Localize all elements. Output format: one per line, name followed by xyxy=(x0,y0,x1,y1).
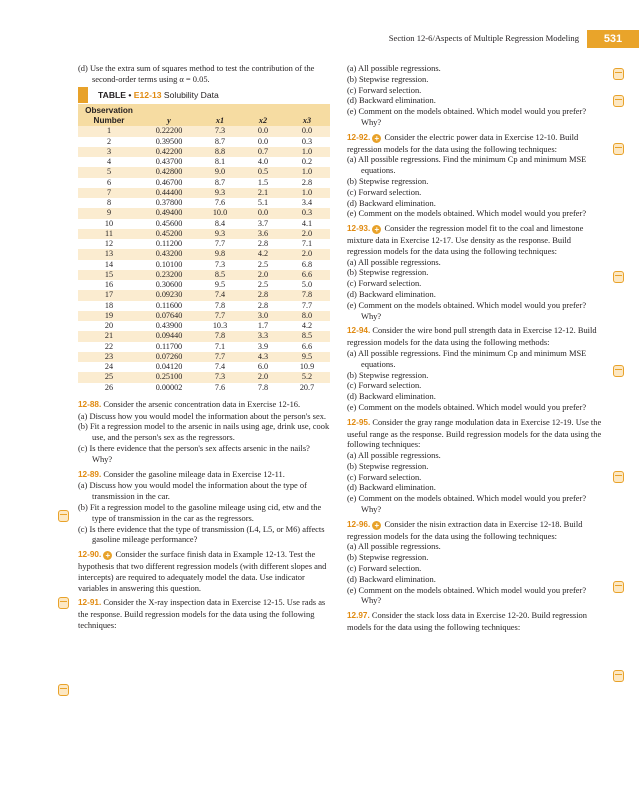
margin-note-icon[interactable] xyxy=(613,365,624,377)
table-caption: TABLE • E12-13 Solubility Data xyxy=(98,90,330,101)
table-cell: 3.0 xyxy=(242,311,284,321)
table-cell: 1.0 xyxy=(284,188,330,198)
table-row xyxy=(78,188,330,198)
table-cell: 0.23200 xyxy=(140,270,198,280)
table-cell: 1.0 xyxy=(284,167,330,177)
table-cell: 10 xyxy=(104,218,114,228)
table-cell: 3.7 xyxy=(257,218,269,228)
table-cell: 0.11700 xyxy=(155,341,183,351)
table-cell: 0.09230 xyxy=(140,290,198,300)
table-cell: 13 xyxy=(78,249,140,259)
table-cell: 0.45600 xyxy=(155,218,183,228)
table-cell: 22 xyxy=(104,341,114,351)
table-cell: 3 xyxy=(78,147,140,157)
table-cell: 8.8 xyxy=(198,147,242,157)
table-cell: 0.42800 xyxy=(140,167,198,177)
table-cell: 0.07260 xyxy=(140,352,198,362)
table-cell: 7.1 xyxy=(214,341,226,351)
table-cell: 6 xyxy=(106,177,112,187)
table-cell: 5.2 xyxy=(284,372,330,382)
table-cell: 6.0 xyxy=(257,362,269,372)
table-row xyxy=(78,137,330,147)
table-cell: 0.43200 xyxy=(140,249,198,259)
table-row xyxy=(78,229,330,239)
table-title: Solubility Data xyxy=(163,89,219,100)
table-cell: 8.4 xyxy=(214,218,226,228)
table-row xyxy=(78,198,330,208)
table-cell: 16 xyxy=(104,280,114,290)
table-cell: 8.1 xyxy=(214,157,226,167)
table-cell: 7.3 xyxy=(214,259,226,269)
table-cell: 10.0 xyxy=(198,208,242,218)
table-cell: 1.7 xyxy=(257,321,269,331)
table-row xyxy=(78,280,330,290)
table-cell: 0.07640 xyxy=(140,311,198,321)
left-column xyxy=(78,63,330,631)
table-cell: 5.0 xyxy=(301,280,313,290)
table-cell: 7.7 xyxy=(301,300,313,310)
table-cell: 0.43700 xyxy=(155,157,183,167)
table-row xyxy=(78,249,330,259)
margin-note-icon[interactable] xyxy=(613,581,624,593)
table-row xyxy=(78,352,330,362)
table-cell: 0.11600 xyxy=(155,300,183,310)
exercise-12-89: 12-89. Consider the gasoline mileage data in Exercise 12-11. (a) Discuss how you would model the information about the type of transmission in the car. (b) Fit a regression model to the gasoline mileage using cid, etw and the type of transmission in the car as the regressors. (c) Is there evidence that the type of transmission (L4, L5, or M6) affects gasoline mileage performance? xyxy=(78,468,325,545)
table-cell: 9.0 xyxy=(198,167,242,177)
margin-note-icon[interactable] xyxy=(58,510,69,522)
table-cell: 1.5 xyxy=(257,177,269,187)
table-cell: 6.6 xyxy=(301,341,313,351)
table-cell: 0.44400 xyxy=(140,188,198,198)
plus-icon: + xyxy=(372,134,381,143)
table-cell: 9.3 xyxy=(198,229,242,239)
table-cell: 0.00002 xyxy=(155,382,183,392)
table-marker xyxy=(78,87,88,103)
table-cell: 0.3 xyxy=(284,208,330,218)
table-cell: 0.3 xyxy=(301,136,313,146)
table-cell: 0.46700 xyxy=(155,177,183,187)
page-number: 531 xyxy=(587,30,639,48)
table-cell: 5.1 xyxy=(257,198,269,208)
table-cell: 7.6 xyxy=(214,198,226,208)
table-cell: 7.1 xyxy=(301,239,313,249)
margin-note-icon[interactable] xyxy=(613,68,624,80)
table-cell: 0.11200 xyxy=(155,239,183,249)
header-y: y xyxy=(140,104,198,126)
table-cell: 8.7 xyxy=(214,136,226,146)
table-cell: 2.0 xyxy=(284,229,330,239)
plus-icon: + xyxy=(372,521,381,530)
table-cell: 0.09440 xyxy=(140,331,198,341)
table-row xyxy=(78,383,330,393)
table-cell: 8.5 xyxy=(284,331,330,341)
margin-note-icon[interactable] xyxy=(613,271,624,283)
table-cell: 11 xyxy=(78,229,140,239)
exercise-12-93: 12-93. + Consider the regression model fit to the coal and limestone mixture data in Exercise 12-17. Use density as the response. Build regression models for the data using the following techniques: (a) All possible regressions. (b) Stepwise regression. (c) Forward selection. (d) Backward elimination. (e) Comment on the models obtained. Which model would you prefer? Why? xyxy=(347,223,587,321)
table-cell: 0.43900 xyxy=(155,321,183,331)
table-cell: 4.0 xyxy=(257,157,269,167)
table-cell: 0.10100 xyxy=(155,259,183,269)
table-cell: 0.30600 xyxy=(155,280,183,290)
table-cell: 2.8 xyxy=(301,177,313,187)
table-cell: 9.3 xyxy=(198,188,242,198)
margin-note-icon[interactable] xyxy=(613,95,624,107)
table-cell: 0.0 xyxy=(242,126,284,136)
table-cell: 7.7 xyxy=(198,352,242,362)
exercise-12-96: 12-96. + Consider the nisin extraction data in Exercise 12-18. Build regression models for the data using the following techniques: (a) All possible regressions. (b) Stepwise regression. (c) Forward selection. (d) Backward elimination. (e) Comment on the models obtained. Which model would you prefer? Why? xyxy=(347,518,587,606)
table-cell: 8.5 xyxy=(198,270,242,280)
table-cell: 0.22200 xyxy=(140,126,198,136)
table-row xyxy=(78,290,330,300)
plus-icon: + xyxy=(372,225,381,234)
table-cell: 0.2 xyxy=(301,157,313,167)
table-cell: 0.39500 xyxy=(155,136,183,146)
table-row xyxy=(78,178,330,188)
table-cell: 2.8 xyxy=(257,239,269,249)
table-cell: 23 xyxy=(78,352,140,362)
exercise-12-94: 12-94. Consider the wire bond pull strength data in Exercise 12-12. Build regression models for the data using the following methods: (a) All possible regressions. Find the minimum Cp and minimum MSE equations. (b) Stepwise regression. (c) Forward selection. (d) Backward elimination. (e) Comment on the models obtained. Which model would you prefer? xyxy=(347,325,597,412)
table-row xyxy=(78,342,330,352)
exercise-12-91: 12-91. Consider the X-ray inspection data in Exercise 12-15. Use rads as the response. Build regression models for the data using the following techniques: xyxy=(78,597,326,631)
table-cell: 8 xyxy=(106,198,112,208)
table-cell: 2.5 xyxy=(257,280,269,290)
table-cell: 4 xyxy=(106,157,112,167)
table-cell: 7.8 xyxy=(284,290,330,300)
margin-note-icon[interactable] xyxy=(58,684,69,696)
table-cell: 0.49400 xyxy=(140,208,198,218)
table-cell: 3.9 xyxy=(257,341,269,351)
table-cell: 3.4 xyxy=(301,198,313,208)
table-cell: 17 xyxy=(78,290,140,300)
table-cell: 3.3 xyxy=(242,331,284,341)
table-cell: 21 xyxy=(78,331,140,341)
margin-note-icon[interactable] xyxy=(613,670,624,682)
exercise-12-90: 12-90. + Consider the surface finish data in Example 12-13. Test the hypothesis that two different regression models (with different slopes and intercepts) are required to adequately model the data. Use indicator variables in answering this question. xyxy=(78,549,327,593)
table-cell: 0.42200 xyxy=(140,147,198,157)
exercise-12-95: 12-95. Consider the gray range modulation data in Exercise 12-19. Use the useful range as the response. Build regression models for the data using the following techniques: (a) All possible regressions. (b) Stepwise regression. (c) Forward selection. (d) Backward elimination. (e) Comment on the models obtained. Which model would you prefer? Why? xyxy=(347,416,602,515)
table-cell: 1.0 xyxy=(284,147,330,157)
exercise-12-92: 12-92. + Consider the electric power data in Exercise 12-10. Build regression models for the data using the following techniques: (a) All possible regressions. Find the minimum Cp and minimum MSE equations. (b) Stepwise regression. (c) Forward selection. (d) Backward elimination. (e) Comment on the models obtained. Which model would you prefer? xyxy=(347,131,587,219)
table-cell: 12 xyxy=(104,239,114,249)
table-id: E12-13 xyxy=(133,89,162,100)
table-cell: 2.0 xyxy=(242,372,284,382)
table-cell: 2.5 xyxy=(257,259,269,269)
table-cell: 0.0 xyxy=(284,126,330,136)
table-cell: 0.37800 xyxy=(155,198,183,208)
table-cell: 10.3 xyxy=(212,321,228,331)
table-cell: 7 xyxy=(78,188,140,198)
table-cell: 8.7 xyxy=(214,177,226,187)
table-cell: 7.8 xyxy=(257,382,269,392)
table-row xyxy=(78,167,330,177)
table-cell: 6.8 xyxy=(301,259,313,269)
table-cell: 2 xyxy=(106,136,112,146)
table-cell: 0.7 xyxy=(242,147,284,157)
table-cell: 15 xyxy=(78,270,140,280)
table-cell: 2.0 xyxy=(242,270,284,280)
table-row xyxy=(78,219,330,229)
table-cell: 8.0 xyxy=(284,311,330,321)
table-cell: 9.5 xyxy=(214,280,226,290)
table-cell: 0.04120 xyxy=(155,362,183,372)
table-cell: 9.5 xyxy=(284,352,330,362)
table-cell: 4.1 xyxy=(301,218,313,228)
table-row xyxy=(78,147,330,157)
table-row xyxy=(78,331,330,341)
table-cell: 24 xyxy=(104,362,114,372)
table-row xyxy=(78,311,330,321)
header-x1: x1 xyxy=(198,104,242,126)
solubility-table xyxy=(78,104,330,393)
table-cell: 26 xyxy=(104,382,114,392)
page-header xyxy=(0,30,639,48)
table-cell: 0.0 xyxy=(242,208,284,218)
table-row xyxy=(78,126,330,136)
table-cell: 1 xyxy=(78,126,140,136)
exercise-12-88: 12-88. Consider the arsenic concentration data in Exercise 12-16. (a) Discuss how you would model the information about the person's sex. (b) Fit a regression model to the arsenic in nails using age, drink use, cook use, and the person's sex as the regressors. (c) Is there evidence that the person's sex affects arsenic in the nails? Why? xyxy=(78,398,330,464)
table-cell: 0.5 xyxy=(242,167,284,177)
table-cell: 4.2 xyxy=(301,321,313,331)
table-cell: 18 xyxy=(104,300,114,310)
table-row xyxy=(78,372,330,382)
table-cell: 7.3 xyxy=(198,126,242,136)
table-cell: 9.8 xyxy=(198,249,242,259)
header-observation: Observation Number xyxy=(78,104,140,126)
header-x2: x2 xyxy=(242,104,284,126)
table-cell: 4.3 xyxy=(242,352,284,362)
table-cell: 10.9 xyxy=(299,362,315,372)
header-x3: x3 xyxy=(284,104,330,126)
table-row xyxy=(78,239,330,249)
table-cell: 20.7 xyxy=(299,382,315,392)
margin-note-icon[interactable] xyxy=(613,143,624,155)
table-cell: 0.25100 xyxy=(140,372,198,382)
continued-items: (a) All possible regressions. (b) Stepwise regression. (c) Forward selection. (d) Backward elimination. (e) Comment on the models obtained. Which model would you prefer? Why? xyxy=(347,63,587,127)
table-row xyxy=(78,362,330,372)
table-cell: 7.8 xyxy=(198,331,242,341)
table-row xyxy=(78,321,330,331)
table-cell: 4.2 xyxy=(242,249,284,259)
table-cell: 5 xyxy=(78,167,140,177)
table-cell: 7.4 xyxy=(214,362,226,372)
table-cell: 7.4 xyxy=(198,290,242,300)
table-cell: 7.7 xyxy=(214,239,226,249)
table-cell: 25 xyxy=(78,372,140,382)
table-cell: 2.1 xyxy=(242,188,284,198)
exercise-12-97: 12.97. Consider the stack loss data in Exercise 12-20. Build regression models for the data using the following techniques: xyxy=(347,610,587,633)
table-row xyxy=(78,260,330,270)
table-cell: 0.0 xyxy=(257,136,269,146)
exercise-part-d: (d) Use the extra sum of squares method to test the contribution of the second-order terms using α = 0.05. xyxy=(78,63,315,84)
right-column xyxy=(347,63,603,633)
table-cell: 14 xyxy=(104,259,114,269)
margin-note-icon[interactable] xyxy=(58,597,69,609)
table-cell: 9 xyxy=(78,208,140,218)
table-cell: 7.6 xyxy=(214,382,226,392)
plus-icon: + xyxy=(103,551,112,560)
table-cell: 7.7 xyxy=(198,311,242,321)
table-cell: 7.8 xyxy=(214,300,226,310)
table-cell: 2.0 xyxy=(284,249,330,259)
section-title: Section 12-6/Aspects of Multiple Regression Modeling xyxy=(388,33,579,43)
table-row xyxy=(78,270,330,280)
table-row xyxy=(78,157,330,167)
margin-note-icon[interactable] xyxy=(613,471,624,483)
table-cell: 7.3 xyxy=(198,372,242,382)
table-row xyxy=(78,301,330,311)
table-cell: 3.6 xyxy=(242,229,284,239)
table-row xyxy=(78,208,330,218)
table-cell: 19 xyxy=(78,311,140,321)
table-cell: 0.45200 xyxy=(140,229,198,239)
table-cell: 2.8 xyxy=(257,300,269,310)
table-cell: 2.8 xyxy=(242,290,284,300)
table-cell: 20 xyxy=(104,321,114,331)
table-cell: 6.6 xyxy=(284,270,330,280)
